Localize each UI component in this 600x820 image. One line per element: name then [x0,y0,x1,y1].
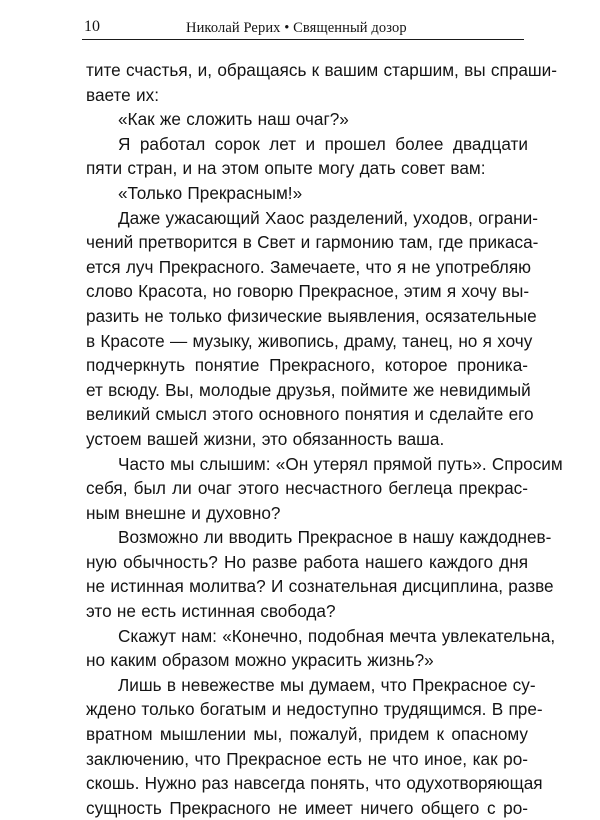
text-line: «Только Прекрасным!» [118,182,303,203]
text-line: чений претворится в Свет и гармонию там, где прикаса- [86,232,539,253]
text-line: Даже ужасающий Хаос разделений, уходов, ограни- [118,207,538,228]
text-line: Я работал сорок лет и прошел более двадцати [118,133,528,154]
text-line: пяти стран, и на этом опыте могу дать совет вам: [86,158,486,179]
text-line: ждено только богатым и недоступно трудящимся. В пре- [86,699,543,720]
text-line: подчеркнуть понятие Прекрасного, которое проника- [86,355,528,376]
text-line: сущность Прекрасного не имеет ничего общего с ро- [86,797,528,818]
text-line: ется луч Прекрасного. Замечаете, что я не употребляю [86,256,532,277]
text-line: Лишь в невежестве мы думаем, что Прекрасное су- [118,674,536,695]
text-line: вратном мышлении мы, пожалуй, придем к опасному [86,724,528,745]
text-line: ную обычность? Но разве работа нашего каждого дня [86,551,528,572]
text-line: устоем вашей жизни, это обязанность ваша. [86,428,445,449]
text-line: «Как же сложить наш очаг?» [118,109,349,130]
body-text [86,58,563,820]
text-line: это не есть истинная свобода? [86,601,336,622]
text-line: Часто мы слышим: «Он утерял прямой путь». Спросим [118,453,563,474]
page-number: 10 [84,18,100,35]
text-line: Скажут нам: «Конечно, подобная мечта увлекательна, [118,625,556,646]
text-line: тите счастья, и, обращаясь к вашим старшим, вы спраши- [86,60,557,80]
text-line: себя, был ли очаг этого несчастного беглеца прекрас- [86,478,528,499]
text-line: разить не только физические выявления, осязательные [86,305,537,326]
text-line: Возможно ли вводить Прекрасное в нашу каждоднев- [118,527,552,548]
text-line: скошь. Нужно раз навсегда понять, что одухотворяющая [86,773,543,794]
page-header [82,17,524,40]
text-line: ваете их: [86,84,159,105]
text-line: великий смысл этого основного понятия и сделайте его [86,404,534,425]
text-line: в Красоте — музыку, живопись, драму, танец, но я хочу [86,330,533,351]
text-line: ет всюду. Вы, молодые друзья, поймите же невидимый [86,379,531,400]
text-line: ным внешне и духовно? [86,502,281,523]
text-line: но каким образом можно украсить жизнь?» [86,650,434,671]
running-head: Николай Рерих • Священный дозор [186,20,407,36]
text-line: заключению, что Прекрасное есть не что иное, как ро- [86,748,528,769]
text-line: слово Красота, но говорю Прекрасное, этим я хочу вы- [86,281,530,302]
text-line: не истинная молитва? И сознательная дисциплина, разве [86,576,554,597]
